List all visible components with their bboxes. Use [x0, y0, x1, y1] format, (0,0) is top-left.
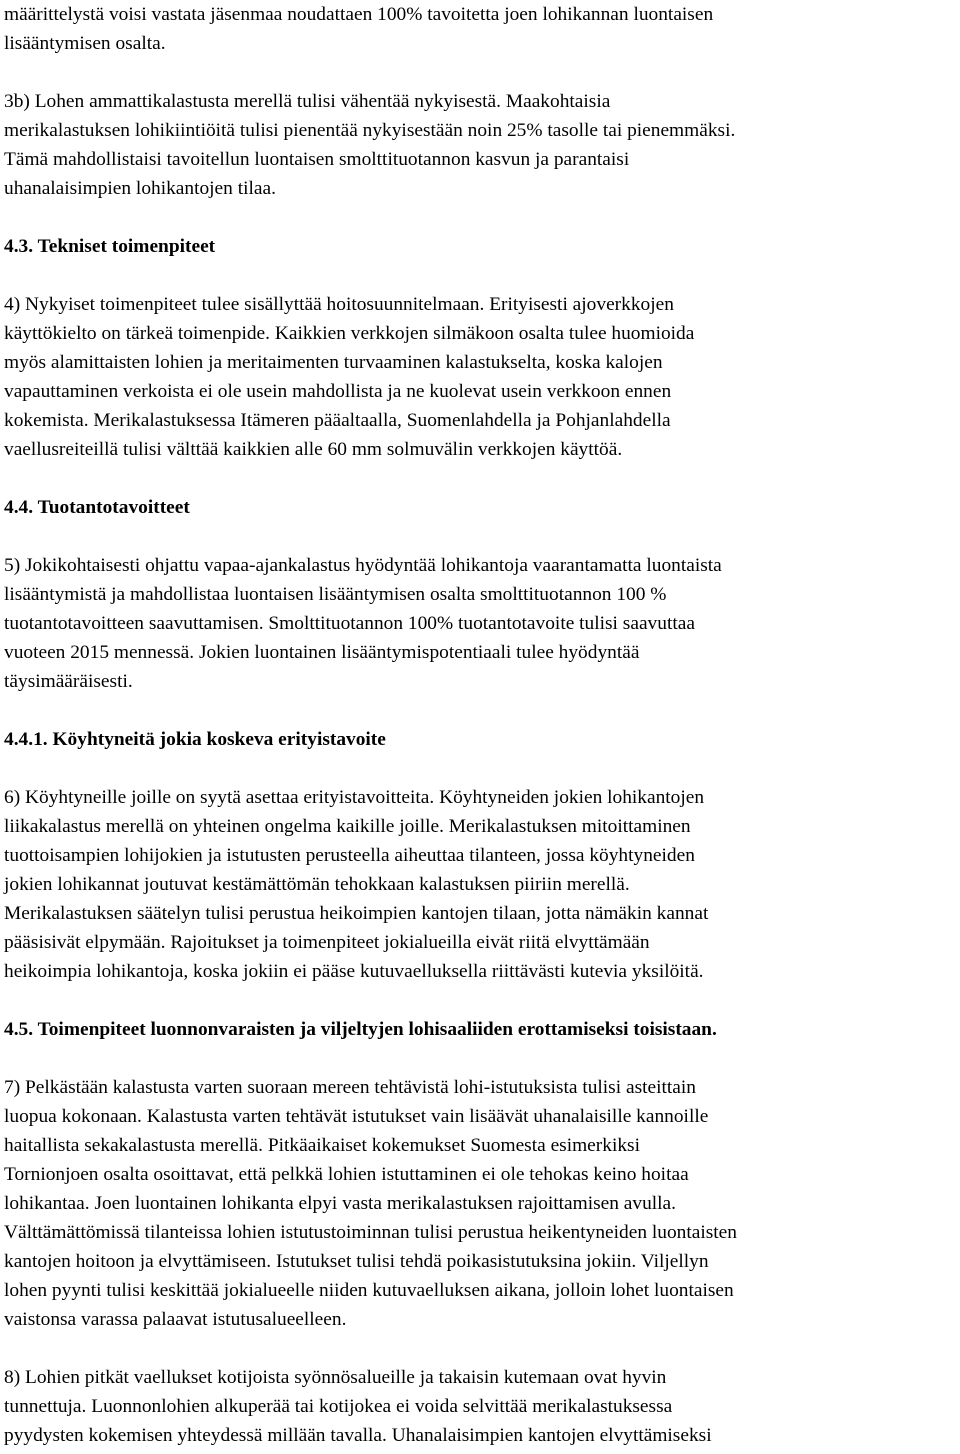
section-heading-4-4-1: 4.4.1. Köyhtyneitä jokia koskeva erityistavoite [4, 729, 386, 750]
text-line: 6) Köyhtyneille joille on syytä asettaa erityistavoitteita. Köyhtyneiden jokien lohikantojen [4, 787, 705, 808]
text-line: merikalastuksen lohikiintiöitä tulisi pienentää nykyisestään noin 25% tasolle tai pienemmäksi. [4, 120, 736, 141]
paragraph-spacer [4, 464, 960, 493]
text-line: 7) Pelkästään kalastusta varten suoraan mereen tehtävistä lohi-istutuksista tulisi asteittain [4, 1077, 696, 1098]
text-line: tuotantotavoitteen saavuttamisen. Smolttituotannon 100% tuotantotavoite tulisi saavuttaa [4, 613, 695, 634]
paragraph-spacer [4, 522, 960, 551]
text-line: lisääntymistä ja mahdollistaa luontaisen lisääntymisen osalta smolttituotannon 100 % [4, 584, 667, 605]
document-page [4, 0, 960, 1450]
text-line: pyydysten kokemisen yhteydessä millään tavalla. Uhanalaisimpien kantojen elvyttämiseksi [4, 1425, 712, 1446]
text-line: vaistonsa varassa palaavat istutusalueelleen. [4, 1309, 347, 1330]
paragraph-6 [4, 783, 960, 986]
paragraph-spacer [4, 696, 960, 725]
text-line: lisääntymisen osalta. [4, 33, 166, 54]
text-line: heikoimpia lohikantoja, koska jokiin ei pääse kutuvaelluksella riittävästi kutevia yksilöitä. [4, 961, 704, 982]
text-line: 8) Lohien pitkät vaellukset kotijoista syönnösalueille ja takaisin kutemaan ovat hyvin [4, 1367, 667, 1388]
text-line: luopua kokonaan. Kalastusta varten tehtävät istutukset vain lisäävät uhanalaisille kannoille [4, 1106, 709, 1127]
paragraph-5 [4, 551, 960, 696]
paragraph-spacer [4, 754, 960, 783]
text-line: käyttökielto on tärkeä toimenpide. Kaikkien verkkojen silmäkoon osalta tulee huomioida [4, 323, 695, 344]
text-line: 4) Nykyiset toimenpiteet tulee sisällyttää hoitosuunnitelmaan. Erityisesti ajoverkkojen [4, 294, 674, 315]
section-heading-4-5: 4.5. Toimenpiteet luonnonvaraisten ja viljeltyjen lohisaaliiden erottamiseksi toisistaan. [4, 1019, 717, 1040]
text-line: kantojen hoitoon ja elvyttämiseen. Istutukset tulisi tehdä poikasistutuksina jokiin. Viljellyn [4, 1251, 709, 1272]
text-line: uhanalaisimpien lohikantojen tilaa. [4, 178, 276, 199]
text-line: tuottoisampien lohijokien ja istutusten perusteella aiheuttaa tilanteen, jossa köyhtyneiden [4, 845, 695, 866]
text-line: 5) Jokikohtaisesti ohjattu vapaa-ajankalastus hyödyntää lohikantoja vaarantamatta luontaista [4, 555, 722, 576]
text-line: täysimääräisesti. [4, 671, 133, 692]
text-line: lohen pyynti tulisi keskittää jokialueelle niiden kutuvaelluksen aikana, jolloin lohet luontaisen [4, 1280, 734, 1301]
text-line: Tornionjoen osalta osoittavat, että pelkkä lohien istuttaminen ei ole tehokas keino hoitaa [4, 1164, 689, 1185]
paragraph-spacer [4, 203, 960, 232]
section-heading-4-4: 4.4. Tuotantotavoitteet [4, 497, 190, 518]
text-line: Välttämättömissä tilanteissa lohien istutustoiminnan tulisi perustua heikentyneiden luontaisten [4, 1222, 737, 1243]
text-line: kokemista. Merikalastuksessa Itämeren pääaltaalla, Suomenlahdella ja Pohjanlahdella [4, 410, 671, 431]
text-line: Tämä mahdollistaisi tavoitellun luontaisen smolttituotannon kasvun ja parantaisi [4, 149, 630, 170]
text-line: vaellusreiteillä tulisi välttää kaikkien alle 60 mm solmuvälin verkkojen käyttöä. [4, 439, 623, 460]
text-line: määrittelystä voisi vastata jäsenmaa noudattaen 100% tavoitetta joen lohikannan luontaisen [4, 4, 714, 25]
text-line: haitallista sekakalastusta merellä. Pitkäaikaiset kokemukset Suomesta esimerkiksi [4, 1135, 640, 1156]
paragraph-spacer [4, 986, 960, 1015]
paragraph-intro [4, 0, 960, 58]
paragraph-8 [4, 1363, 960, 1450]
text-line: vapauttaminen verkoista ei ole usein mahdollista ja ne kuolevat usein verkkoon ennen [4, 381, 672, 402]
section-heading-4-3: 4.3. Tekniset toimenpiteet [4, 236, 216, 257]
text-line: Merikalastuksen säätelyn tulisi perustua heikoimpien kantojen tilaan, jotta nämäkin kannat [4, 903, 709, 924]
paragraph-spacer [4, 58, 960, 87]
text-line: pääsisivät elpymään. Rajoitukset ja toimenpiteet jokialueilla eivät riitä elvyttämään [4, 932, 650, 953]
paragraph-spacer [4, 261, 960, 290]
paragraph-7 [4, 1073, 960, 1334]
paragraph-spacer [4, 1044, 960, 1073]
text-line: tunnettuja. Luonnonlohien alkuperää tai kotijokea ei voida selvittää merikalastuksessa [4, 1396, 673, 1417]
text-line: jokien lohikannat joutuvat kestämättömän tehokkaan kalastuksen piiriin merellä. [4, 874, 630, 895]
text-line: myös alamittaisten lohien ja meritaimenten turvaaminen kalastukselta, koska kalojen [4, 352, 663, 373]
text-line: lohikantaa. Joen luontainen lohikanta elpyi vasta merikalastuksen rajoittamisen avulla. [4, 1193, 677, 1214]
text-line: vuoteen 2015 mennessä. Jokien luontainen lisääntymispotentiaali tulee hyödyntää [4, 642, 640, 663]
paragraph-3b [4, 87, 960, 203]
paragraph-4 [4, 290, 960, 464]
paragraph-spacer [4, 1334, 960, 1363]
text-line: liikakalastus merellä on yhteinen ongelma kaikille joille. Merikalastuksen mitoittaminen [4, 816, 691, 837]
text-line: 3b) Lohen ammattikalastusta merellä tulisi vähentää nykyisestä. Maakohtaisia [4, 91, 611, 112]
